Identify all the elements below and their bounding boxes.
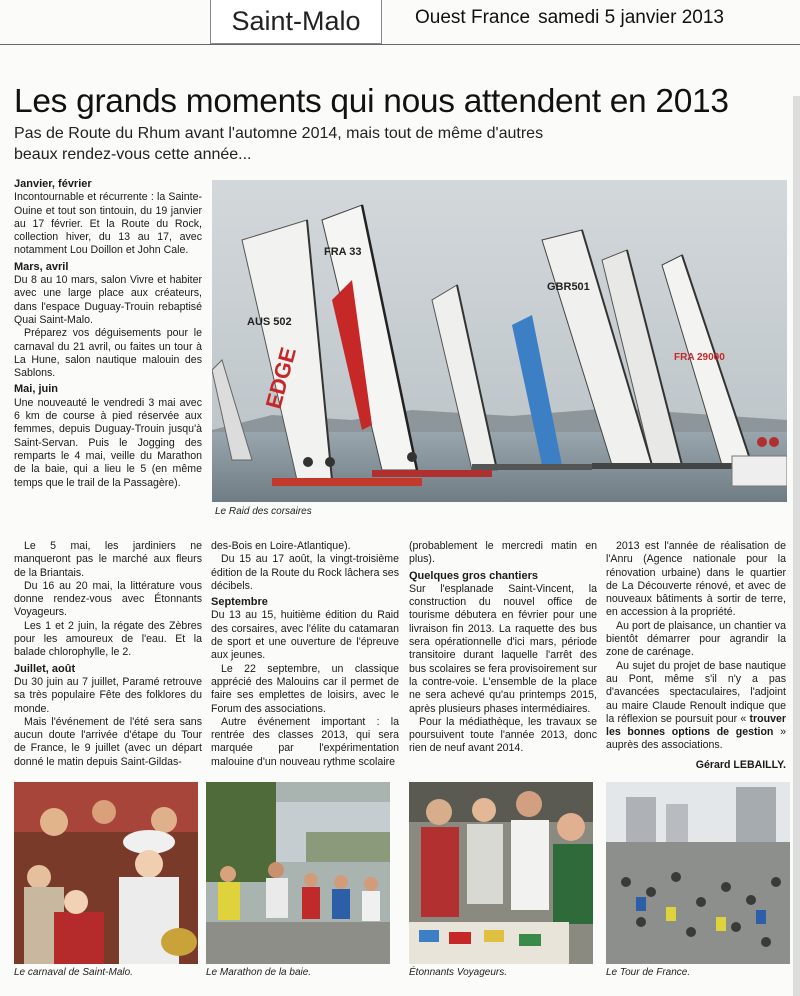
sail-number-gbr: GBR501 — [547, 281, 590, 293]
article-standfirst: Pas de Route du Rhum avant l'automne 2014, mais tout de même d'autres beaux rendez-vous cette année... — [14, 125, 544, 163]
tour-caption: Le Tour de France. — [606, 967, 691, 978]
sail-number-aus: AUS 502 — [247, 316, 292, 328]
carnaval-caption: Le carnaval de Saint-Malo. — [14, 967, 133, 978]
para-col3-1: (probablement le mercredi matin en plus). — [409, 540, 597, 566]
para-juillet-2: Mais l'événement de l'été sera sans aucun doute l'arrivée d'étape du Tour de France, le 9 juillet (avec un départ donné le matin depuis Saint-Gildas- — [14, 715, 202, 768]
para-col2-1: des-Bois en Loire-Atlantique). — [211, 540, 351, 552]
para-mai-2: Le 5 mai, les jardiniers ne manqueront pas le marché aux fleurs de la Briantais. — [14, 540, 202, 579]
column-3 — [409, 540, 597, 756]
section-title: Saint-Malo — [210, 0, 382, 44]
carnaval-illustration — [14, 782, 198, 964]
main-photo-caption: Le Raid des corsaires — [215, 506, 312, 517]
heading-septembre: Septembre — [211, 596, 268, 609]
header-rule — [0, 44, 800, 45]
photo-tour-de-france — [606, 782, 790, 964]
main-photo-raid-des-corsaires — [212, 180, 787, 502]
para-mai-4: Les 1 et 2 juin, la régate des Zèbres pour les amoureux de l'eau. Et la balade chlorophylle, le 2. — [14, 619, 202, 659]
sail-number-fra-29000: FRA 29000 — [674, 352, 725, 363]
para-col4-3-c: » auprès des associations. — [606, 726, 786, 752]
para-col4-3 — [606, 660, 786, 753]
column-4 — [606, 540, 786, 772]
column-1-bottom — [14, 540, 202, 769]
heading-mai: Mai, juin — [14, 383, 58, 396]
heading-janvier: Janvier, février — [14, 178, 92, 190]
heading-mars: Mars, avril — [14, 260, 69, 273]
para-col2-4: Le 22 septembre, un classique apprécié des Malouins car il permet de faire ses emplettes de loisirs, avec le Forum des associations. — [211, 662, 399, 715]
para-mars-2: Préparez vos déguisements pour le carnaval du 21 avril, ou faites un tour à La Hune, salon nautique malouin des Sablons. — [14, 327, 202, 380]
sail-number-fra-33: FRA 33 — [324, 246, 362, 258]
article-headline: Les grands moments qui nous attendent en 2013 — [14, 83, 729, 120]
heading-juillet: Juillet, août — [14, 662, 76, 675]
bleed-through-text-left — [0, 6, 200, 42]
right-page-bleed — [793, 96, 800, 996]
catamaran-illustration — [212, 180, 787, 502]
para-juillet-1: Du 30 juin au 7 juillet, Paramé retrouve sa très populaire Fête des folklores du monde. — [14, 675, 202, 715]
photo-etonnants-voyageurs — [409, 782, 593, 964]
para-col2-2: Du 15 au 17 août, la vingt-troisième édition de la Route du Rock lâchera ses décibels. — [211, 553, 399, 592]
tour-de-france-illustration — [606, 782, 790, 964]
voyageurs-illustration — [409, 782, 593, 964]
sail-word-edge: EDGE — [260, 344, 301, 412]
publication-line — [415, 7, 795, 29]
photo-marathon — [206, 782, 390, 964]
column-1-top — [14, 178, 202, 490]
column-2 — [211, 540, 399, 769]
marathon-illustration — [206, 782, 390, 964]
para-col3-2: Sur l'esplanade Saint-Vincent, la construction du nouvel office de tourisme débutera en février pour une livraison fin 2013. La raquette des bus sera opérationnelle d'ici mars, période transitoire durant laquelle l'arrêt des bus scolaires se fera provisoirement sur la contre-voie. L'ensemble de la place ne sera achevé qu'au printemps 2015, après plusieurs phases intermédiaires. — [409, 582, 597, 715]
para-col4-2: Au port de plaisance, un chantier va bientôt démarrer pour agrandir la zone de carénage. — [606, 619, 786, 659]
photo-carnaval — [14, 782, 198, 964]
para-col2-5: Autre événement important : la rentrée des classes 2013, qui sera marquée par l'expérimentation malouine d'un nouveau rythme scolaire — [211, 715, 399, 768]
para-col2-3: Du 13 au 15, huitième édition du Raid des corsaires, avec l'élite du catamaran de sport et une ouverture de l'épreuve aux jeunes. — [211, 609, 399, 662]
publication-date: samedi 5 janvier 2013 — [538, 7, 724, 28]
para-janvier: Incontournable et récurrente : la Sainte-Ouine et tout son tintouin, du 19 janvier au 17 février. Et la Route du Rock, collection hiver, du 13 au 17, avec notamment Lou Doillon et John Cale. — [14, 191, 202, 257]
para-col4-1: 2013 est l'année de réalisation de l'Anru (Agence nationale pour la rénovation urbaine) dans le quartier de La Découverte rénové, et avec de nouveaux bâtiments à sortir de terre, en accession à la propriété. — [606, 540, 786, 619]
author-byline: Gérard LEBAILLY. — [695, 758, 786, 771]
marathon-caption: Le Marathon de la baie. — [206, 967, 312, 978]
publication-name: Ouest France — [415, 7, 531, 28]
voyageurs-caption: Étonnants Voyageurs. — [409, 967, 508, 978]
para-col4-3-quote: trouver les bonnes options de gestion — [606, 712, 786, 739]
para-mai-3: Du 16 au 20 mai, la littérature vous donne rendez-vous avec Étonnants Voyageurs. — [14, 579, 202, 619]
para-mars-1: Du 8 au 10 mars, salon Vivre et habiter avec une large place aux créateurs, dans l'espace Duguay-Trouin rebaptisé Quai Saint-Malo. — [14, 274, 202, 326]
heading-chantiers: Quelques gros chantiers — [409, 569, 538, 582]
para-col3-3: Pour la médiathèque, les travaux se poursuivent toute l'année 2013, donc rien de neuf avant 2014. — [409, 715, 597, 755]
para-mai-1: Une nouveauté le vendredi 3 mai avec 6 km de course à pied réservée aux femmes, depuis Duguay-Trouin jusqu'à Saint-Servan. Puis le Jogging des remparts le 4 mai, veille du Marathon de la baie, qui a lieu le 5 (en même temps que le trail de la Passagère). — [14, 396, 202, 489]
para-col4-3-a: Au sujet du projet de base nautique au Pont, même s'il n'y a pas d'avancées spectaculaires, l'adjoint au maire Claude Renoult indique que la réflexion se poursuit pour « — [606, 659, 786, 725]
